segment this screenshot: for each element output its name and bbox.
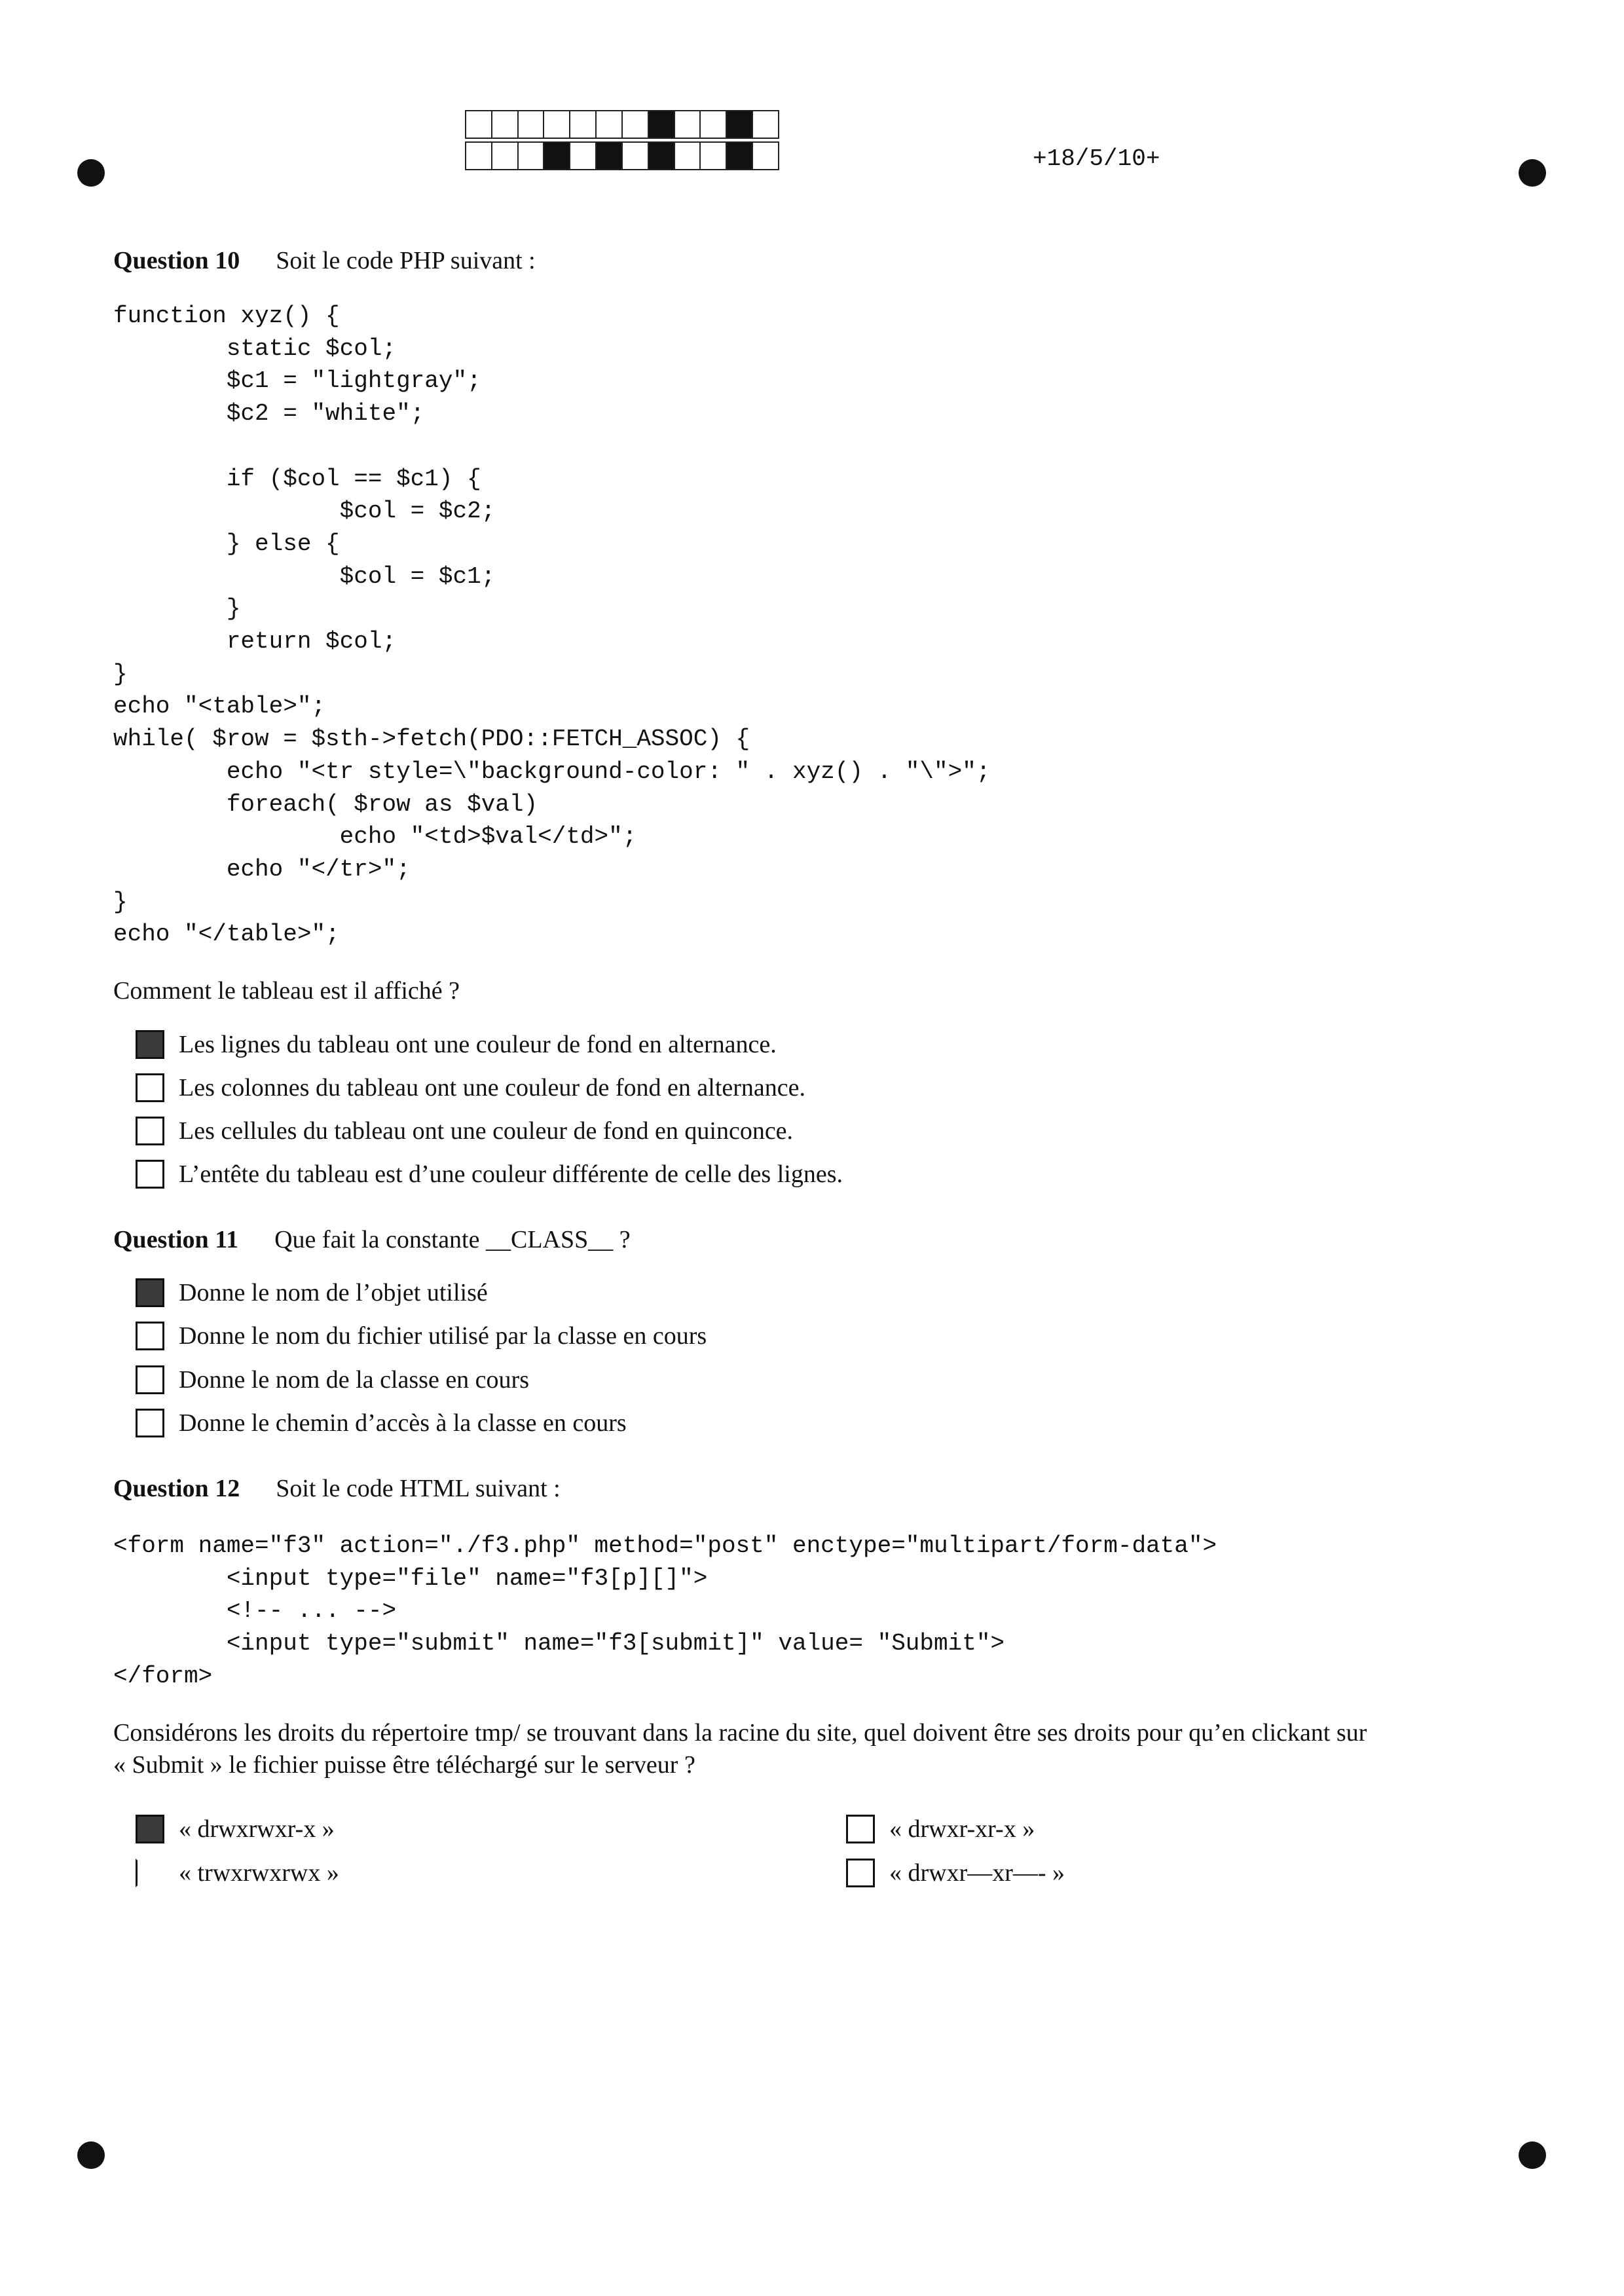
answer-label: Les colonnes du tableau ont une couleur de fond en alternance. <box>179 1074 806 1102</box>
code-grid-cell <box>675 111 701 138</box>
code-grid-cell <box>492 111 519 138</box>
code-grid-cell <box>649 111 675 138</box>
answer-option[interactable] <box>136 1322 707 1350</box>
checkbox[interactable] <box>136 1322 164 1350</box>
answer-option[interactable] <box>136 1815 335 1843</box>
registration-mark-bottom-right <box>1519 2141 1546 2169</box>
answer-label: Donne le nom de la classe en cours <box>179 1366 529 1394</box>
code-grid-cell <box>519 143 545 169</box>
html-code-block: <form name="f3" action="./f3.php" method="post" enctype="multipart/form-data"> <input type="file" name="f3[p][]"> <!-- ... --> <input type="submit" name="f3[submit]" value= "Submit"> </form> <box>113 1532 1217 1690</box>
checkbox[interactable] <box>136 1815 164 1843</box>
question-12-question-line-1: Considérons les droits du répertoire tmp/ se trouvant dans la racine du site, quel doivent être ses droits pour qu’en clickant sur <box>113 1719 1367 1747</box>
answer-label: « trwxrwxrwx » <box>179 1859 339 1887</box>
answer-label: « drwxrwxr-x » <box>179 1815 335 1843</box>
code-grid-cell <box>701 111 727 138</box>
question-10-question: Comment le tableau est il affiché ? <box>113 977 460 1005</box>
php-code-block: function xyz() { static $col; $c1 = "lightgray"; $c2 = "white"; if ($col == $c1) { $col = $c2; } else { $col = $c1; } return $col; } echo "<table>"; while( $row = $sth->fetch(PDO::FETCH_ASSOC) { echo "<tr style=\"background-color: " . xyz() . "\">"; foreach( $row as $val) echo "<td>$val</td>"; echo "</tr>"; } echo "</table>"; <box>113 303 991 948</box>
answer-option[interactable] <box>136 1160 843 1189</box>
checkbox[interactable] <box>136 1278 164 1307</box>
checkbox[interactable] <box>136 1030 164 1059</box>
question-prompt: Soit le code PHP suivant : <box>276 247 536 274</box>
answer-label: Donne le chemin d’accès à la classe en cours <box>179 1409 627 1437</box>
question-12-title <box>113 1474 561 1503</box>
answer-option[interactable] <box>136 1278 488 1307</box>
student-code-grid-row-1 <box>465 110 779 139</box>
question-number: Question 10 <box>113 247 240 274</box>
question-number: Question 11 <box>113 1226 239 1253</box>
code-grid-cell <box>597 111 623 138</box>
code-grid-cell <box>544 111 570 138</box>
checkbox[interactable] <box>136 1409 164 1437</box>
registration-mark-top-right <box>1519 159 1546 187</box>
registration-mark-top-left <box>77 159 105 187</box>
answer-option[interactable] <box>136 1030 777 1059</box>
question-11-title <box>113 1225 631 1254</box>
question-10-title <box>113 246 536 275</box>
page-identifier: +18/5/10+ <box>1033 145 1160 172</box>
question-12-question-line-2: « Submit » le fichier puisse être téléchargé sur le serveur ? <box>113 1751 695 1779</box>
code-grid-cell <box>727 111 753 138</box>
code-grid-cell <box>570 143 597 169</box>
answer-option[interactable] <box>846 1815 1035 1843</box>
checkbox[interactable] <box>136 1859 164 1887</box>
code-grid-cell <box>519 111 545 138</box>
checkbox[interactable] <box>136 1117 164 1145</box>
code-grid-cell <box>649 143 675 169</box>
registration-mark-bottom-left <box>77 2141 105 2169</box>
code-grid-cell <box>753 111 778 138</box>
answer-label: Les cellules du tableau ont une couleur de fond en quinconce. <box>179 1117 794 1145</box>
code-grid-cell <box>727 143 753 169</box>
question-number: Question 12 <box>113 1475 240 1502</box>
checkbox[interactable] <box>136 1160 164 1189</box>
answer-label: Donne le nom de l’objet utilisé <box>179 1279 488 1306</box>
answer-label: Les lignes du tableau ont une couleur de fond en alternance. <box>179 1031 777 1058</box>
answer-label: « drwxr-xr-x » <box>889 1815 1035 1843</box>
answer-option[interactable] <box>136 1117 793 1145</box>
checkbox[interactable] <box>846 1815 875 1843</box>
answer-option[interactable] <box>846 1859 1065 1887</box>
answer-label: « drwxr—xr—- » <box>889 1859 1065 1887</box>
checkbox[interactable] <box>136 1365 164 1394</box>
code-grid-cell <box>492 143 519 169</box>
code-grid-cell <box>466 143 492 169</box>
code-grid-cell <box>623 143 649 169</box>
checkbox[interactable] <box>846 1859 875 1887</box>
answer-label: L’entête du tableau est d’une couleur différente de celle des lignes. <box>179 1160 843 1188</box>
code-grid-cell <box>753 143 778 169</box>
question-prompt: Que fait la constante __CLASS__ ? <box>274 1226 631 1253</box>
answer-option[interactable] <box>136 1859 339 1887</box>
code-grid-cell <box>466 111 492 138</box>
code-grid-cell <box>623 111 649 138</box>
answer-option[interactable] <box>136 1073 805 1102</box>
answer-option[interactable] <box>136 1365 529 1394</box>
question-prompt: Soit le code HTML suivant : <box>276 1475 561 1502</box>
checkbox[interactable] <box>136 1073 164 1102</box>
code-grid-cell <box>675 143 701 169</box>
code-grid-cell <box>701 143 727 169</box>
code-grid-cell <box>570 111 597 138</box>
answer-option[interactable] <box>136 1409 627 1437</box>
code-grid-cell <box>544 143 570 169</box>
code-grid-cell <box>597 143 623 169</box>
answer-label: Donne le nom du fichier utilisé par la classe en cours <box>179 1322 707 1350</box>
student-code-grid-row-2 <box>465 141 779 170</box>
